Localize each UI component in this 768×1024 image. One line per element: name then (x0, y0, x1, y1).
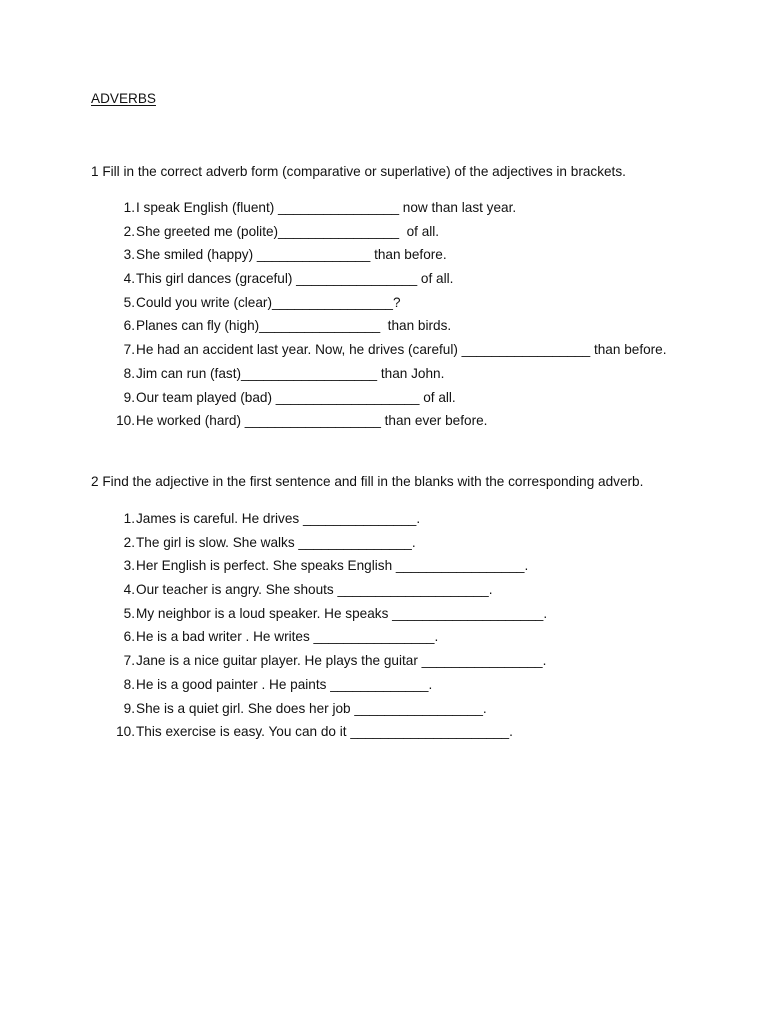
list-item (108, 294, 401, 318)
item-number: 10. (116, 724, 135, 740)
item-text: This exercise is easy. You can do it _____________________. (136, 724, 513, 740)
section2-exercise-list (108, 510, 548, 747)
item-number: 4. (123, 582, 135, 598)
item-number: 3. (123, 247, 135, 263)
list-item (108, 605, 548, 629)
item-number: 9. (123, 700, 135, 716)
list-item (108, 700, 487, 724)
item-text: The girl is slow. She walks _______________. (136, 534, 416, 550)
item-number: 7. (123, 653, 135, 669)
list-item (108, 412, 488, 436)
item-text: Planes can fly (high)________________ than birds. (136, 318, 452, 334)
item-text: He is a good painter . He paints _____________. (136, 676, 433, 692)
list-item (108, 581, 493, 605)
list-item (108, 676, 433, 700)
item-number: 1. (123, 511, 135, 526)
item-text: He had an accident last year. Now, he drives (careful) _________________ than before. (136, 342, 667, 358)
item-text: Jane is a nice guitar player. He plays the guitar ________________. (136, 653, 547, 669)
section2-instruction: 2 Find the adjective in the first sentence and fill in the blanks with the corresponding adverb. (91, 474, 644, 489)
list-item (108, 270, 454, 294)
item-text: James is careful. He drives _______________. (136, 511, 421, 526)
item-number: 9. (123, 389, 135, 405)
section1-instruction: 1 Fill in the correct adverb form (comparative or superlative) of the adjectives in brackets. (91, 164, 626, 179)
list-item (108, 246, 447, 270)
item-text: He worked (hard) __________________ than ever before. (136, 413, 488, 429)
item-number: 5. (123, 605, 135, 621)
item-number: 8. (123, 365, 135, 381)
item-text: I speak English (fluent) ________________ now than last year. (136, 200, 517, 215)
item-text: Our teacher is angry. She shouts ____________________. (136, 582, 493, 598)
item-text: Our team played (bad) ___________________ of all. (136, 389, 456, 405)
item-number: 6. (123, 318, 135, 334)
list-item (108, 199, 517, 223)
page-title: ADVERBS (91, 91, 156, 106)
item-number: 10. (116, 413, 135, 429)
item-number: 5. (123, 294, 135, 310)
item-text: She smiled (happy) _______________ than before. (136, 247, 447, 263)
list-item (108, 223, 440, 247)
list-item (108, 317, 452, 341)
list-item (108, 510, 421, 534)
item-number: 7. (123, 342, 135, 358)
item-text: She is a quiet girl. She does her job _________________. (136, 700, 487, 716)
list-item (108, 534, 416, 558)
item-number: 2. (123, 534, 135, 550)
list-item (108, 723, 513, 747)
item-text: She greeted me (polite)________________ of all. (136, 223, 440, 239)
item-text: This girl dances (graceful) ________________ of all. (136, 271, 454, 287)
item-text: Her English is perfect. She speaks English _________________. (136, 558, 529, 574)
item-text: Could you write (clear)________________? (136, 294, 401, 310)
section1-exercise-list (108, 199, 667, 436)
list-item (108, 628, 439, 652)
list-item (108, 341, 667, 365)
item-number: 4. (123, 271, 135, 287)
list-item (108, 557, 529, 581)
item-number: 8. (123, 676, 135, 692)
item-number: 2. (123, 223, 135, 239)
item-number: 3. (123, 558, 135, 574)
item-number: 1. (123, 200, 135, 215)
item-text: He is a bad writer . He writes ________________. (136, 629, 439, 645)
list-item (108, 652, 547, 676)
list-item (108, 389, 456, 413)
list-item (108, 365, 445, 389)
item-number: 6. (123, 629, 135, 645)
item-text: My neighbor is a loud speaker. He speaks ____________________. (136, 605, 548, 621)
item-text: Jim can run (fast)__________________ than John. (136, 365, 445, 381)
